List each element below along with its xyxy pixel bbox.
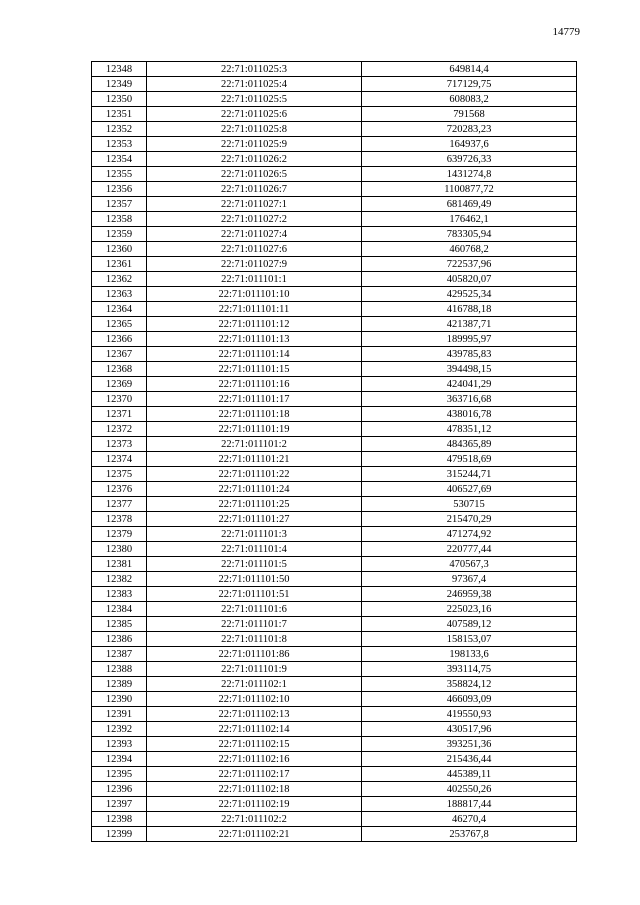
cadastral-value-cell: 1431274,8: [362, 167, 577, 182]
table-row: [92, 212, 577, 227]
row-number-cell: 12363: [92, 287, 147, 302]
row-number-cell: 12354: [92, 152, 147, 167]
row-number-cell: 12366: [92, 332, 147, 347]
row-number-cell: 12382: [92, 572, 147, 587]
row-number-cell: 12398: [92, 812, 147, 827]
table-row: [92, 572, 577, 587]
row-number-cell: 12353: [92, 137, 147, 152]
cadastral-number-cell: 22:71:011101:16: [147, 377, 362, 392]
row-number-cell: 12396: [92, 782, 147, 797]
table-row: [92, 257, 577, 272]
row-number-cell: 12387: [92, 647, 147, 662]
cadastral-value-cell: 791568: [362, 107, 577, 122]
cadastral-value-cell: 649814,4: [362, 62, 577, 77]
cadastral-number-cell: 22:71:011026:2: [147, 152, 362, 167]
row-number-cell: 12367: [92, 347, 147, 362]
cadastral-number-cell: 22:71:011026:5: [147, 167, 362, 182]
table-row: [92, 152, 577, 167]
table-row: [92, 437, 577, 452]
cadastral-value-cell: 406527,69: [362, 482, 577, 497]
table-row: [92, 137, 577, 152]
table-row: [92, 587, 577, 602]
cadastral-value-cell: 720283,23: [362, 122, 577, 137]
cadastral-value-cell: 1100877,72: [362, 182, 577, 197]
cadastral-value-cell: 608083,2: [362, 92, 577, 107]
cadastral-number-cell: 22:71:011102:17: [147, 767, 362, 782]
cadastral-number-cell: 22:71:011102:14: [147, 722, 362, 737]
cadastral-number-cell: 22:71:011027:1: [147, 197, 362, 212]
cadastral-number-cell: 22:71:011101:3: [147, 527, 362, 542]
table-row: [92, 827, 577, 842]
cadastral-number-cell: 22:71:011027:9: [147, 257, 362, 272]
cadastral-value-cell: 430517,96: [362, 722, 577, 737]
row-number-cell: 12361: [92, 257, 147, 272]
table-row: [92, 167, 577, 182]
table-row: [92, 542, 577, 557]
cadastral-value-cell: 164937,6: [362, 137, 577, 152]
cadastral-value-cell: 445389,11: [362, 767, 577, 782]
table-row: [92, 557, 577, 572]
cadastral-number-cell: 22:71:011102:13: [147, 707, 362, 722]
cadastral-value-cell: 394498,15: [362, 362, 577, 377]
cadastral-number-cell: 22:71:011027:6: [147, 242, 362, 257]
cadastral-value-cell: 783305,94: [362, 227, 577, 242]
table-row: [92, 722, 577, 737]
table-row: [92, 467, 577, 482]
row-number-cell: 12378: [92, 512, 147, 527]
cadastral-value-cell: 393251,36: [362, 737, 577, 752]
cadastral-value-cell: 393114,75: [362, 662, 577, 677]
cadastral-value-cell: 407589,12: [362, 617, 577, 632]
row-number-cell: 12352: [92, 122, 147, 137]
table-row: [92, 662, 577, 677]
table-row: [92, 812, 577, 827]
row-number-cell: 12365: [92, 317, 147, 332]
row-number-cell: 12358: [92, 212, 147, 227]
table-row: [92, 692, 577, 707]
table-row: [92, 767, 577, 782]
table-row: [92, 602, 577, 617]
table-row: [92, 227, 577, 242]
cadastral-value-cell: 470567,3: [362, 557, 577, 572]
cadastral-number-cell: 22:71:011102:1: [147, 677, 362, 692]
table-row: [92, 242, 577, 257]
table-row: [92, 317, 577, 332]
table-row: [92, 287, 577, 302]
cadastral-value-cell: 246959,38: [362, 587, 577, 602]
cadastral-number-cell: 22:71:011102:16: [147, 752, 362, 767]
cadastral-value-cell: 439785,83: [362, 347, 577, 362]
cadastral-number-cell: 22:71:011101:15: [147, 362, 362, 377]
row-number-cell: 12349: [92, 77, 147, 92]
cadastral-value-cell: 639726,33: [362, 152, 577, 167]
cadastral-number-cell: 22:71:011102:19: [147, 797, 362, 812]
row-number-cell: 12393: [92, 737, 147, 752]
table-row: [92, 752, 577, 767]
cadastral-value-cell: 460768,2: [362, 242, 577, 257]
table-row: [92, 347, 577, 362]
cadastral-number-cell: 22:71:011027:4: [147, 227, 362, 242]
row-number-cell: 12364: [92, 302, 147, 317]
cadastral-number-cell: 22:71:011101:6: [147, 602, 362, 617]
cadastral-value-cell: 429525,34: [362, 287, 577, 302]
cadastral-value-cell: 188817,44: [362, 797, 577, 812]
row-number-cell: 12355: [92, 167, 147, 182]
cadastral-number-cell: 22:71:011101:51: [147, 587, 362, 602]
page-number: 14779: [552, 26, 580, 38]
table-row: [92, 182, 577, 197]
table-row: [92, 422, 577, 437]
table-row: [92, 707, 577, 722]
cadastral-value-cell: 484365,89: [362, 437, 577, 452]
row-number-cell: 12350: [92, 92, 147, 107]
row-number-cell: 12389: [92, 677, 147, 692]
cadastral-value-cell: 315244,71: [362, 467, 577, 482]
row-number-cell: 12395: [92, 767, 147, 782]
row-number-cell: 12368: [92, 362, 147, 377]
row-number-cell: 12373: [92, 437, 147, 452]
table-row: [92, 527, 577, 542]
table-row: [92, 332, 577, 347]
cadastral-value-cell: 253767,8: [362, 827, 577, 842]
table-row: [92, 677, 577, 692]
row-number-cell: 12385: [92, 617, 147, 632]
cadastral-number-cell: 22:71:011101:19: [147, 422, 362, 437]
cadastral-number-cell: 22:71:011101:5: [147, 557, 362, 572]
cadastral-number-cell: 22:71:011102:21: [147, 827, 362, 842]
cadastral-number-cell: 22:71:011101:18: [147, 407, 362, 422]
table-row: [92, 632, 577, 647]
table-row: [92, 452, 577, 467]
cadastral-value-cell: 466093,09: [362, 692, 577, 707]
table-row: [92, 482, 577, 497]
table-row: [92, 512, 577, 527]
cadastral-value-cell: 97367,4: [362, 572, 577, 587]
row-number-cell: 12386: [92, 632, 147, 647]
cadastral-value-cell: 198133,6: [362, 647, 577, 662]
table-row: [92, 62, 577, 77]
row-number-cell: 12392: [92, 722, 147, 737]
row-number-cell: 12351: [92, 107, 147, 122]
cadastral-number-cell: 22:71:011027:2: [147, 212, 362, 227]
row-number-cell: 12377: [92, 497, 147, 512]
cadastral-number-cell: 22:71:011102:15: [147, 737, 362, 752]
cadastral-number-cell: 22:71:011101:2: [147, 437, 362, 452]
cadastral-value-cell: 189995,97: [362, 332, 577, 347]
table-row: [92, 122, 577, 137]
row-number-cell: 12371: [92, 407, 147, 422]
row-number-cell: 12381: [92, 557, 147, 572]
table-row: [92, 377, 577, 392]
cadastral-number-cell: 22:71:011101:14: [147, 347, 362, 362]
cadastral-value-cell: 402550,26: [362, 782, 577, 797]
table-row: [92, 647, 577, 662]
row-number-cell: 12375: [92, 467, 147, 482]
cadastral-value-cell: 176462,1: [362, 212, 577, 227]
cadastral-number-cell: 22:71:011101:25: [147, 497, 362, 512]
table-row: [92, 392, 577, 407]
cadastral-number-cell: 22:71:011101:13: [147, 332, 362, 347]
row-number-cell: 12391: [92, 707, 147, 722]
cadastral-number-cell: 22:71:011102:2: [147, 812, 362, 827]
cadastral-number-cell: 22:71:011101:17: [147, 392, 362, 407]
cadastral-value-cell: 158153,07: [362, 632, 577, 647]
row-number-cell: 12388: [92, 662, 147, 677]
cadastral-value-cell: 681469,49: [362, 197, 577, 212]
row-number-cell: 12384: [92, 602, 147, 617]
cadastral-value-cell: 46270,4: [362, 812, 577, 827]
table-row: [92, 782, 577, 797]
row-number-cell: 12372: [92, 422, 147, 437]
cadastral-value-cell: 478351,12: [362, 422, 577, 437]
cadastral-number-cell: 22:71:011101:24: [147, 482, 362, 497]
row-number-cell: 12370: [92, 392, 147, 407]
row-number-cell: 12362: [92, 272, 147, 287]
table-row: [92, 92, 577, 107]
row-number-cell: 12380: [92, 542, 147, 557]
row-number-cell: 12359: [92, 227, 147, 242]
table-row: [92, 77, 577, 92]
cadastral-value-cell: 424041,29: [362, 377, 577, 392]
cadastral-number-cell: 22:71:011101:9: [147, 662, 362, 677]
table-row: [92, 362, 577, 377]
row-number-cell: 12356: [92, 182, 147, 197]
cadastral-value-cell: 479518,69: [362, 452, 577, 467]
cadastral-value-cell: 419550,93: [362, 707, 577, 722]
cadastral-number-cell: 22:71:011101:1: [147, 272, 362, 287]
row-number-cell: 12383: [92, 587, 147, 602]
table-body: [92, 62, 577, 842]
table-row: [92, 302, 577, 317]
row-number-cell: 12369: [92, 377, 147, 392]
cadastral-value-cell: 722537,96: [362, 257, 577, 272]
table-row: [92, 497, 577, 512]
row-number-cell: 12379: [92, 527, 147, 542]
table-row: [92, 797, 577, 812]
cadastral-number-cell: 22:71:011101:12: [147, 317, 362, 332]
cadastral-number-cell: 22:71:011025:4: [147, 77, 362, 92]
cadastral-number-cell: 22:71:011101:21: [147, 452, 362, 467]
row-number-cell: 12390: [92, 692, 147, 707]
cadastral-value-cell: 215470,29: [362, 512, 577, 527]
table-row: [92, 272, 577, 287]
row-number-cell: 12397: [92, 797, 147, 812]
cadastral-value-cell: 405820,07: [362, 272, 577, 287]
row-number-cell: 12374: [92, 452, 147, 467]
cadastral-value-cell: 717129,75: [362, 77, 577, 92]
cadastral-number-cell: 22:71:011101:4: [147, 542, 362, 557]
cadastral-number-cell: 22:71:011025:6: [147, 107, 362, 122]
row-number-cell: 12399: [92, 827, 147, 842]
cadastral-number-cell: 22:71:011101:22: [147, 467, 362, 482]
cadastral-value-cell: 215436,44: [362, 752, 577, 767]
table-row: [92, 737, 577, 752]
cadastral-value-cell: 530715: [362, 497, 577, 512]
cadastral-number-cell: 22:71:011101:11: [147, 302, 362, 317]
cadastral-number-cell: 22:71:011101:7: [147, 617, 362, 632]
cadastral-value-cell: 363716,68: [362, 392, 577, 407]
row-number-cell: 12360: [92, 242, 147, 257]
cadastral-value-cell: 471274,92: [362, 527, 577, 542]
row-number-cell: 12394: [92, 752, 147, 767]
cadastral-number-cell: 22:71:011102:18: [147, 782, 362, 797]
row-number-cell: 12348: [92, 62, 147, 77]
row-number-cell: 12376: [92, 482, 147, 497]
table-row: [92, 197, 577, 212]
table-row: [92, 407, 577, 422]
table-row: [92, 617, 577, 632]
cadastral-value-cell: 220777,44: [362, 542, 577, 557]
cadastral-number-cell: 22:71:011102:10: [147, 692, 362, 707]
cadastral-number-cell: 22:71:011101:8: [147, 632, 362, 647]
cadastral-number-cell: 22:71:011101:27: [147, 512, 362, 527]
table-row: [92, 107, 577, 122]
cadastral-value-cell: 438016,78: [362, 407, 577, 422]
cadastral-number-cell: 22:71:011025:5: [147, 92, 362, 107]
cadastral-value-cell: 421387,71: [362, 317, 577, 332]
cadastral-number-cell: 22:71:011025:3: [147, 62, 362, 77]
cadastral-value-table: [91, 61, 577, 842]
cadastral-number-cell: 22:71:011025:8: [147, 122, 362, 137]
cadastral-value-cell: 416788,18: [362, 302, 577, 317]
cadastral-number-cell: 22:71:011101:86: [147, 647, 362, 662]
row-number-cell: 12357: [92, 197, 147, 212]
cadastral-number-cell: 22:71:011101:50: [147, 572, 362, 587]
cadastral-value-cell: 358824,12: [362, 677, 577, 692]
cadastral-number-cell: 22:71:011101:10: [147, 287, 362, 302]
cadastral-number-cell: 22:71:011026:7: [147, 182, 362, 197]
cadastral-number-cell: 22:71:011025:9: [147, 137, 362, 152]
cadastral-value-cell: 225023,16: [362, 602, 577, 617]
